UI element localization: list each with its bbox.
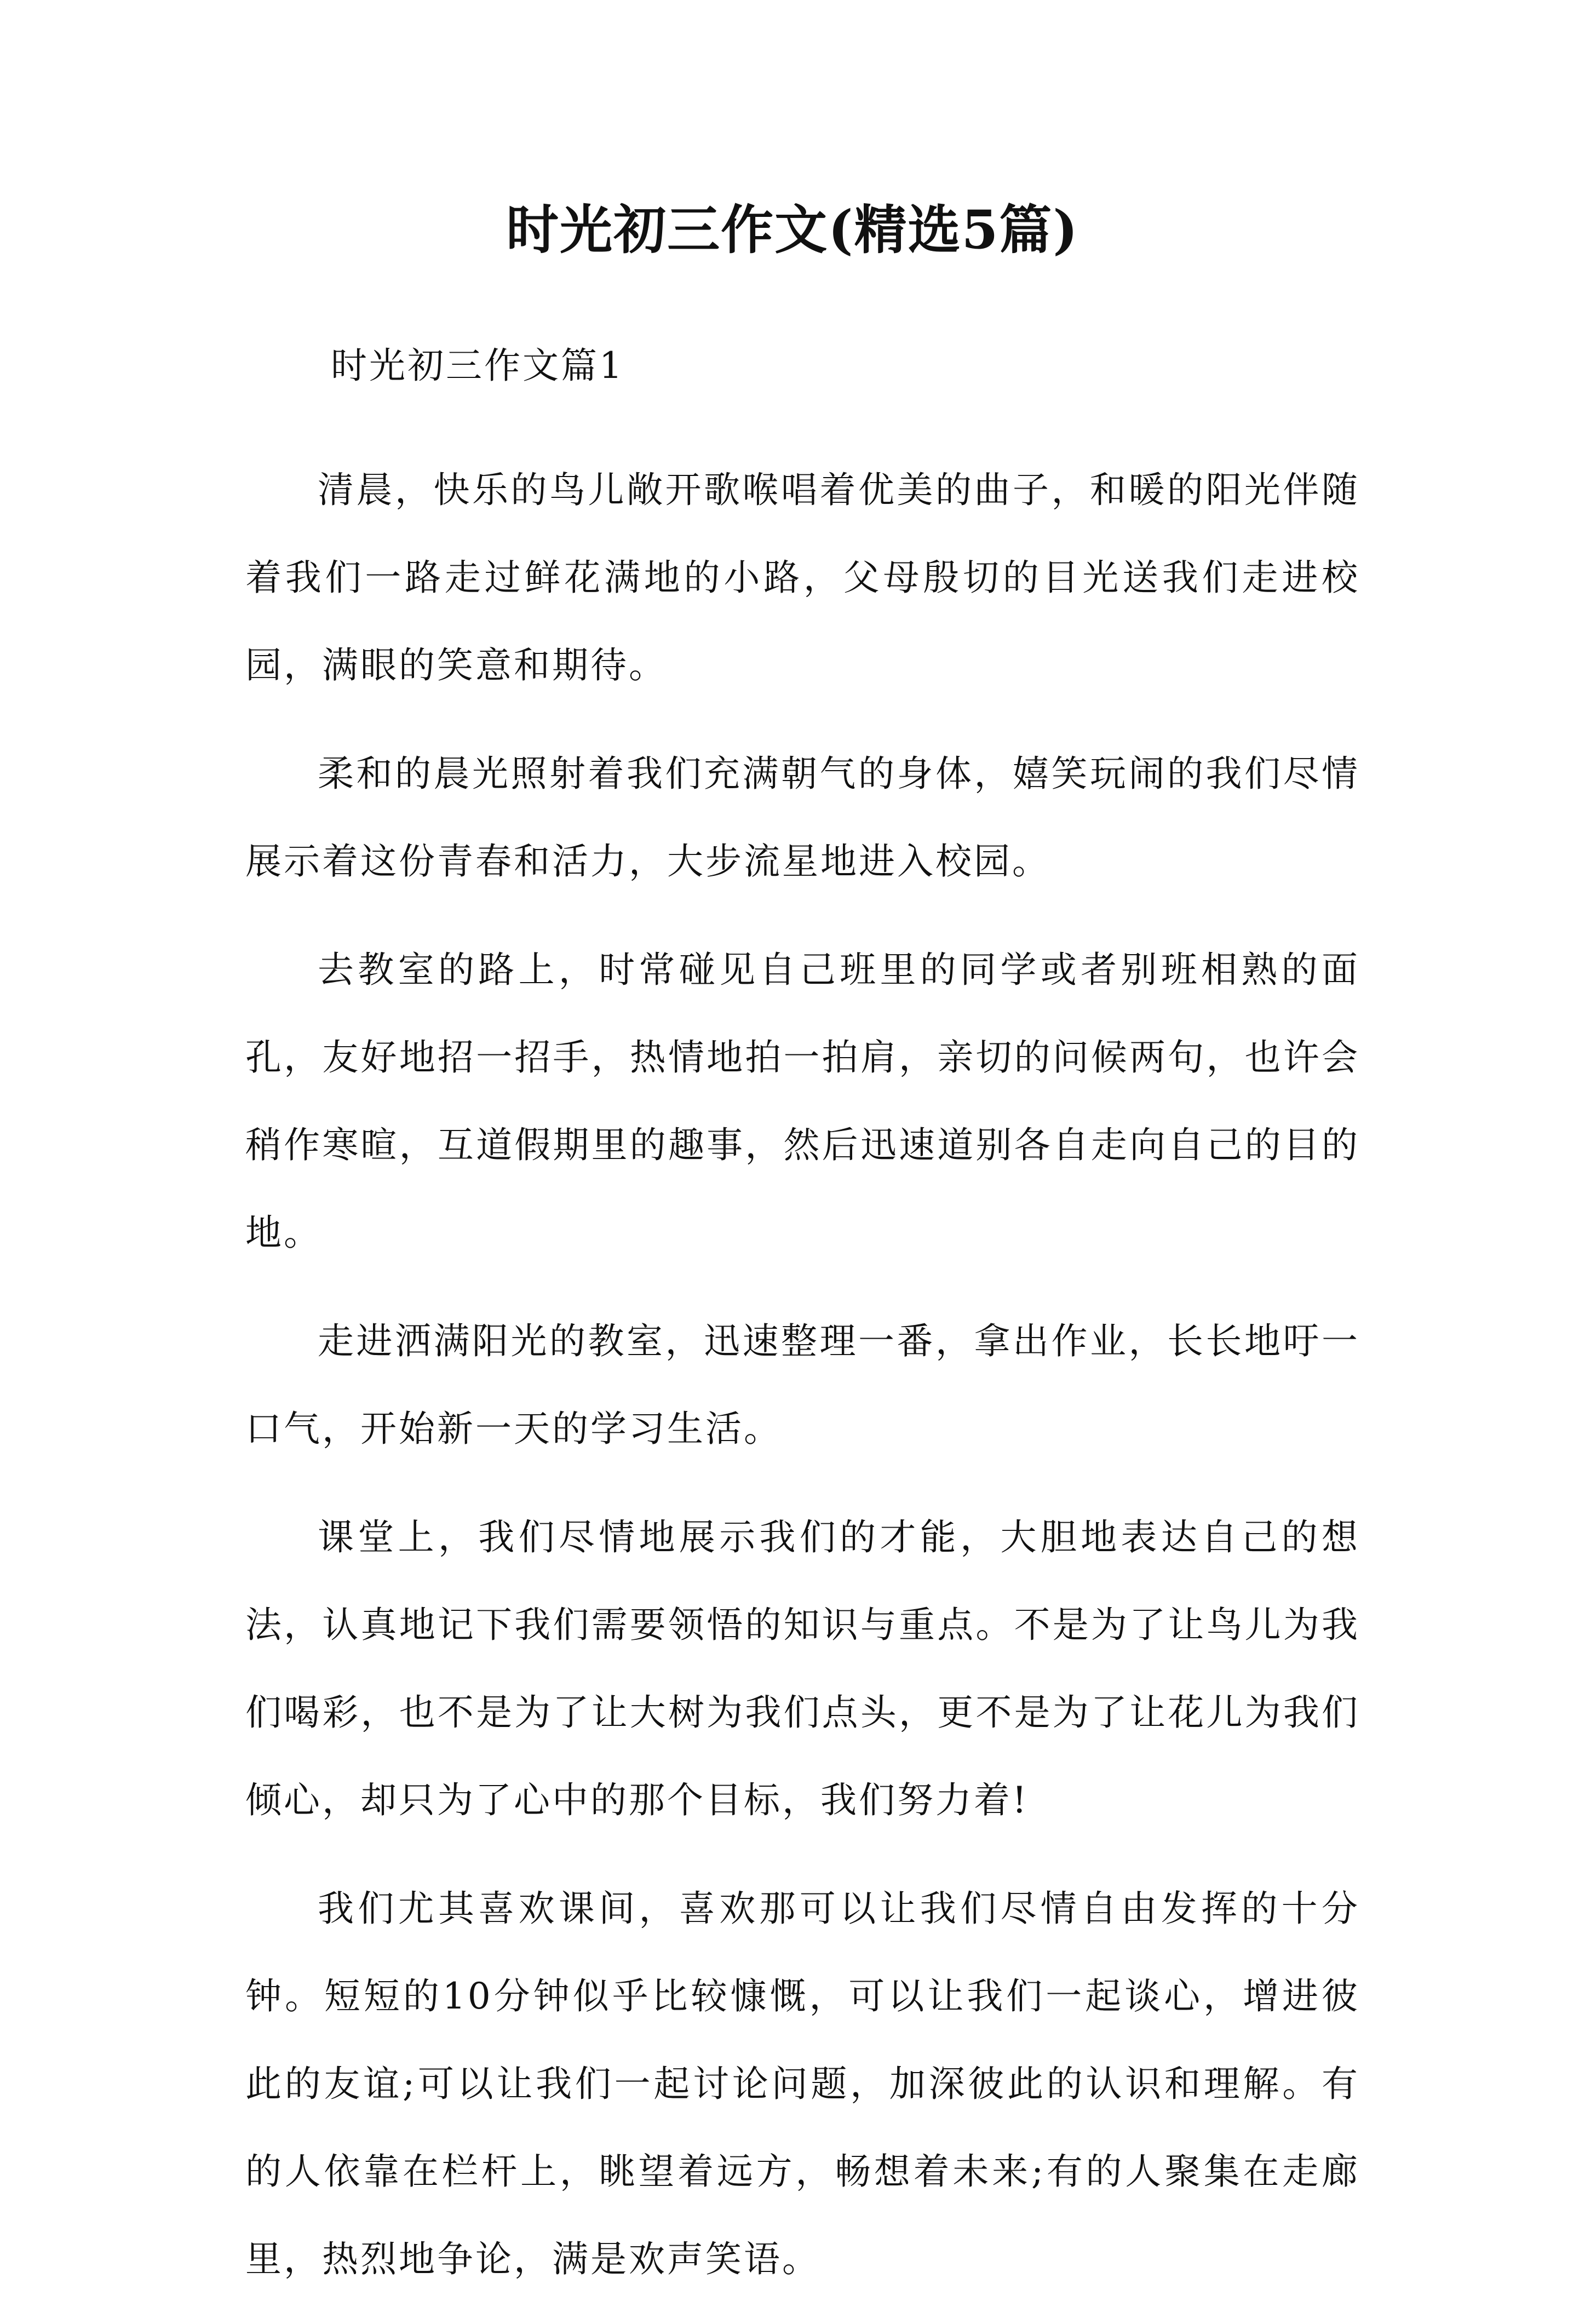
paragraph: 我们尤其喜欢课间，喜欢那可以让我们尽情自由发挥的十分钟。短短的10分钟似乎比较慷慨，可以让我们一起谈心，增进彼此的友谊;可以让我们一起讨论问题，加深彼此的认识和理解。有的人依靠在栏杆上，眺望着远方，畅想着未来;有的人聚集在走廊里，热烈地争论，满是欢声笑语。 <box>245 1887 1360 2280</box>
essay-heading: 时光初三作文篇1 <box>331 345 624 387</box>
paragraph: 清晨，快乐的鸟儿敞开歌喉唱着优美的曲子，和暖的阳光伴随着我们一路走过鲜花满地的小路，父母殷切的目光送我们走进校园，满眼的笑意和期待。 <box>245 469 1360 686</box>
paragraph: 走进洒满阳光的教室，迅速整理一番，拿出作业，长长地吁一口气，开始新一天的学习生活。 <box>245 1320 1360 1450</box>
document-title: 时光初三作文(精选5篇) <box>506 199 1079 261</box>
essay-body <box>245 446 1360 2324</box>
paragraph: 去教室的路上，时常碰见自己班里的同学或者别班相熟的面孔，友好地招一招手，热情地拍一拍肩，亲切的问候两句，也许会稍作寒暄，互道假期里的趣事，然后迅速道别各自走向自己的目的地。 <box>245 949 1360 1254</box>
paragraph: 柔和的晨光照射着我们充满朝气的身体，嬉笑玩闹的我们尽情展示着这份青春和活力，大步流星地进入校园。 <box>245 753 1360 882</box>
paragraph: 课堂上，我们尽情地展示我们的才能，大胆地表达自己的想法，认真地记下我们需要领悟的知识与重点。不是为了让鸟儿为我们喝彩，也不是为了让大树为我们点头，更不是为了让花儿为我们倾心，却只为了心中的那个目标，我们努力着! <box>245 1516 1360 1821</box>
